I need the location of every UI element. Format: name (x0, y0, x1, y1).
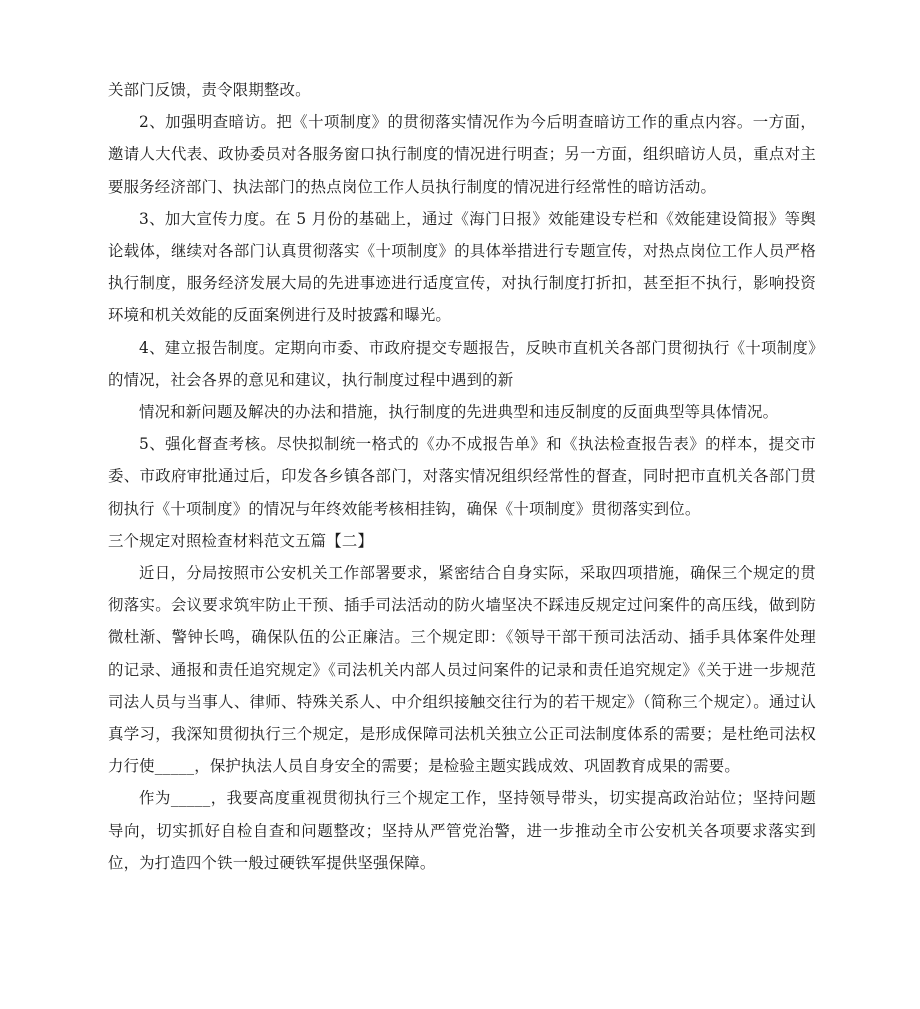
paragraph-intro: 近日，分局按照市公安机关工作部署要求，紧密结合自身实际，采取四项措施，确保三个规定的贯彻落实。会议要求筑牢防止干预、插手司法活动的防火墙坚决不踩违反规定过问案件的高压线，做到防微杜渐、警钟长鸣，确保队伍的公正廉洁。三个规定即：《领导干部干预司法活动、插手具体案件处理的记录、通报和责任追究规定》《司法机关内部人员过问案件的记录和责任追究规定》《关于进一步规范司法人员与当事人、律师、特殊关系人、中介组织接触交往行为的若干规定》（简称三个规定）。通过认真学习，我深知贯彻执行三个规定，是形成保障司法机关独立公正司法制度体系的需要；是杜绝司法权力行使_____，保护执法人员自身安全的需要；是检验主题实践成效、巩固教育成果的需要。 (108, 564, 816, 776)
paragraph-item-2: 2、加强明查暗访。把《十项制度》的贯彻落实情况作为今后明查暗访工作的重点内容。一方面，邀请人大代表、政协委员对各服务窗口执行制度的情况进行明查；另一方面，组织暗访人员，重点对主要服务经济部门、执法部门的热点岗位工作人员执行制度的情况进行经常性的暗访活动。 (108, 113, 816, 196)
paragraph-item-4: 4、建立报告制度。定期向市委、市政府提交专题报告，反映市直机关各部门贯彻执行《十项制度》的情况，社会各界的意见和建议，执行制度过程中遇到的新 (108, 338, 816, 389)
paragraph-item-3: 3、加大宣传力度。在 5 月份的基础上，通过《海门日报》效能建设专栏和《效能建设简报》等舆论载体，继续对各部门认真贯彻落实《十项制度》的具体举措进行专题宣传，对热点岗位工作人员严格执行制度，服务经济发展大局的先进事迹进行适度宣传，对执行制度打折扣，甚至拒不执行，影响投资环境和机关效能的反面案例进行及时披露和曝光。 (108, 209, 816, 325)
document-body (108, 74, 816, 879)
section-heading: 三个规定对照检查材料范文五篇【二】 (108, 531, 374, 550)
paragraph-conclusion: 作为_____，我要高度重视贯彻执行三个规定工作，坚持领导带头，切实提高政治站位；坚持问题导向，切实抓好自检自查和问题整改；坚持从严管党治警，进一步推动全市公安机关各项要求落实到位，为打造四个铁一般过硬铁军提供坚强保障。 (108, 789, 816, 872)
paragraph-item-5: 5、强化督查考核。尽快拟制统一格式的《办不成报告单》和《执法检查报告表》的样本，提交市委、市政府审批通过后，印发各乡镇各部门，对落实情况组织经常性的督查，同时把市直机关各部门贯彻执行《十项制度》的情况与年终效能考核相挂钩，确保《十项制度》贯彻落实到位。 (108, 435, 816, 518)
paragraph-continuation: 关部门反馈，责令限期整改。 (108, 81, 311, 99)
paragraph-item-4-cont: 情况和新问题及解决的办法和措施，执行制度的先进典型和违反制度的反面典型等具体情况。 (139, 403, 779, 422)
